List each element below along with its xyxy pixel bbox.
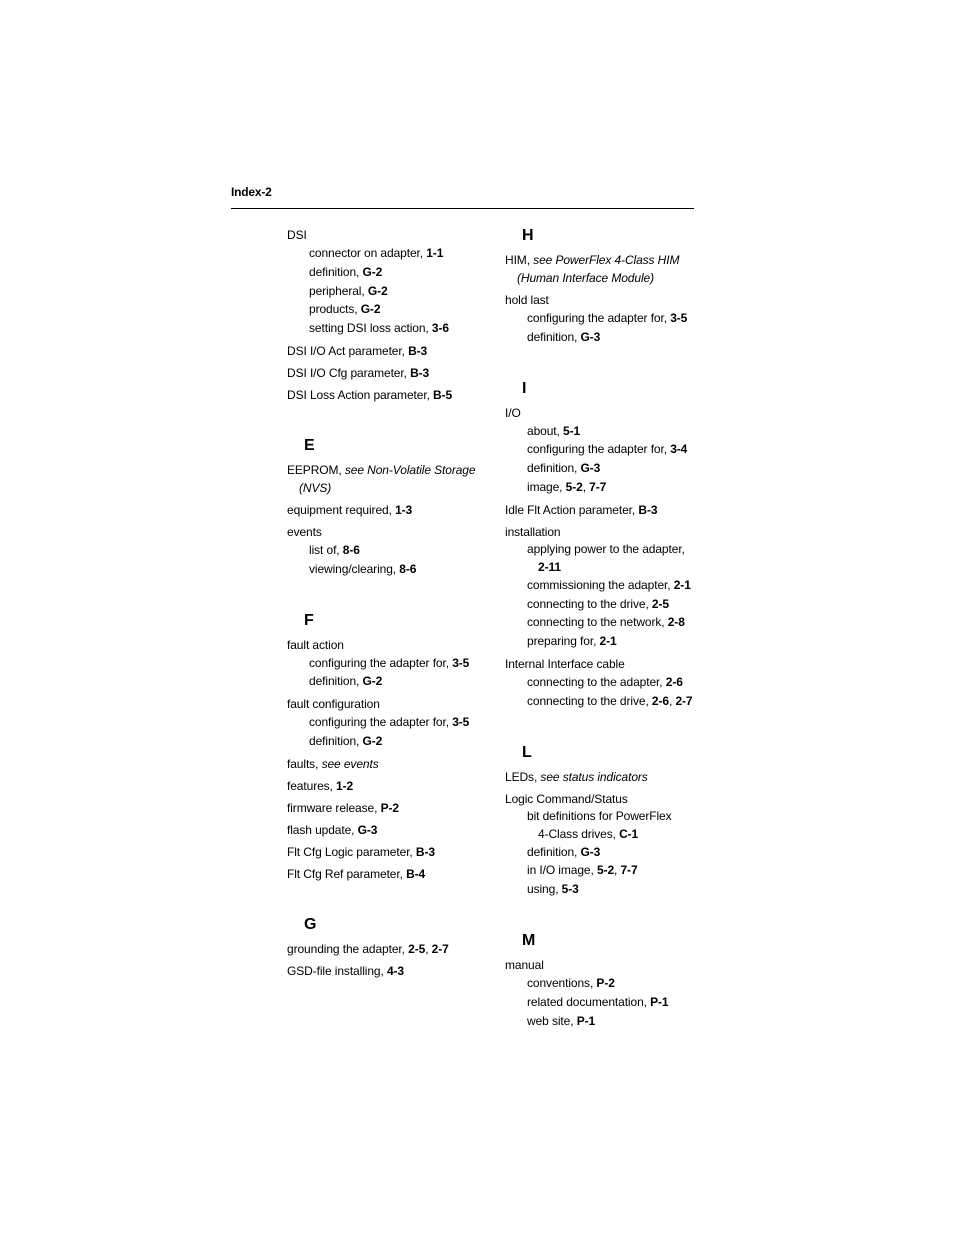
sub-entry: conventions, P-2 [527, 975, 615, 990]
sub-entry: configuring the adapter for, 3-4 [527, 442, 688, 457]
page-ref[interactable]: 7-7 [620, 863, 638, 878]
section-letter-i: I [522, 379, 527, 397]
page-ref[interactable]: B-4 [406, 866, 426, 881]
sub-entry: related documentation, P-1 [527, 994, 669, 1009]
sub-entry: about, 5-1 [527, 423, 581, 438]
sub-entry: connecting to the adapter, 2-6 [527, 674, 683, 689]
index-entry: LEDs, see status indicators [505, 769, 648, 784]
entry-term: fault action [287, 637, 344, 652]
page-ref[interactable]: 3-4 [670, 442, 688, 457]
index-entry-manual [505, 956, 705, 1030]
index-column-left [287, 226, 487, 984]
page-ref[interactable]: 7-7 [589, 479, 607, 494]
section-letter-m: M [522, 931, 536, 949]
index-entry: DSI I/O Cfg parameter, B-3 [287, 365, 430, 380]
see-reference: see Non-Volatile Storage [344, 462, 476, 477]
sub-entry: web site, P-1 [527, 1013, 596, 1028]
index-entry: DSI Loss Action parameter, B-5 [287, 387, 453, 402]
sub-entry: definition, G-2 [309, 733, 383, 748]
see-reference: (Human Interface Module) [517, 271, 654, 285]
sub-entry: peripheral, G-2 [309, 283, 388, 298]
page-ref[interactable]: 2-1 [599, 634, 617, 649]
page-ref[interactable]: 2-7 [431, 941, 449, 956]
page-ref[interactable]: 3-5 [452, 655, 470, 670]
page-ref[interactable]: B-5 [433, 387, 453, 402]
page-ref[interactable]: G-3 [580, 844, 601, 859]
page-ref[interactable]: 5-1 [563, 423, 581, 438]
index-entry: grounding the adapter, 2-5, 2-7 [287, 941, 449, 956]
index-entry-installation [505, 523, 705, 651]
page-ref[interactable]: G-3 [580, 329, 601, 344]
sub-entry: definition, G-2 [309, 674, 383, 689]
sub-entry: configuring the adapter for, 3-5 [309, 655, 470, 670]
index-column-right [505, 226, 705, 1034]
sub-entry: configuring the adapter for, 3-5 [309, 715, 470, 730]
index-entry: faults, see events [287, 756, 379, 771]
see-reference: see PowerFlex 4-Class HIM [533, 253, 680, 267]
sub-entry: using, 5-3 [527, 882, 579, 897]
sub-entry: definition, G-2 [309, 264, 383, 279]
sub-entry: setting DSI loss action, 3-6 [309, 321, 449, 336]
page-ref[interactable]: B-3 [415, 844, 435, 859]
section-letter-h: H [522, 227, 534, 244]
see-reference: see status indicators [540, 769, 648, 784]
page-header: Index-2 [231, 185, 272, 199]
page-ref[interactable]: 4-3 [386, 963, 404, 978]
page-ref[interactable]: 2-7 [675, 693, 693, 708]
entry-term: hold last [505, 293, 549, 307]
page-ref[interactable]: P-1 [650, 994, 669, 1009]
page-ref[interactable]: P-2 [596, 975, 615, 990]
sub-entry: definition, G-3 [527, 461, 601, 476]
sub-entry: connecting to the network, 2-8 [527, 615, 685, 630]
entry-term: fault configuration [287, 697, 380, 712]
sub-entry: applying power to the adapter, [527, 541, 685, 556]
sub-entry-continuation [505, 558, 705, 576]
section-letter-e: E [304, 436, 315, 454]
entry-term: I/O [505, 405, 521, 420]
page-ref[interactable]: 2-6 [651, 693, 669, 708]
page-ref[interactable]: 3-5 [452, 715, 470, 730]
index-entry-fault-action [287, 636, 487, 692]
sub-entry: definition, G-3 [527, 844, 601, 859]
page-ref[interactable]: 1-3 [395, 502, 413, 517]
index-entry: HIM, see PowerFlex 4-Class HIM (Human Interface Module) [505, 253, 680, 285]
index-entry-io [505, 404, 705, 497]
entry-term: Internal Interface cable [505, 656, 625, 671]
page-ref[interactable]: 5-2 [596, 863, 615, 878]
page-ref[interactable]: 1-1 [426, 246, 444, 260]
sub-entry-continuation: 4-Class drives, C-1 [538, 826, 639, 841]
sub-entry: connector on adapter, 1-1 [309, 246, 444, 260]
index-entry: Flt Cfg Ref parameter, B-4 [287, 866, 426, 881]
page-ref[interactable]: 5-2 [565, 479, 583, 494]
entry-term: installation [505, 524, 561, 539]
sub-entry: configuring the adapter for, 3-5 [527, 311, 688, 325]
sub-entry: image, 5-2, 7-7 [527, 479, 607, 494]
page-ref[interactable]: G-2 [362, 733, 383, 748]
page-ref[interactable]: C-1 [619, 826, 639, 841]
page-ref[interactable]: 2-6 [665, 674, 683, 689]
page-ref[interactable]: 2-5 [408, 941, 426, 956]
section-letter-g: G [304, 915, 317, 933]
section-letter-f: F [304, 611, 314, 629]
page-ref[interactable]: P-1 [576, 1013, 596, 1028]
page-ref[interactable]: 2-8 [667, 615, 685, 630]
index-entry-fault-config [287, 695, 487, 751]
page-ref[interactable]: 2-1 [673, 577, 691, 592]
index-entry: flash update, G-3 [287, 822, 378, 837]
index-entry-events [287, 523, 487, 579]
page-ref[interactable]: 5-3 [561, 882, 579, 897]
page-ref[interactable]: 1-2 [336, 778, 354, 793]
entry-term: events [287, 524, 322, 539]
page-ref[interactable]: G-2 [362, 674, 383, 689]
sub-entry: commissioning the adapter, 2-1 [527, 577, 691, 592]
page-ref[interactable]: 2-11 [538, 559, 561, 574]
sub-entry: bit definitions for PowerFlex [527, 808, 672, 823]
page-ref[interactable]: G-2 [367, 283, 388, 298]
index-entry: equipment required, 1-3 [287, 502, 413, 517]
sub-entry: list of, 8-6 [309, 542, 360, 557]
index-entry: Idle Flt Action parameter, B-3 [505, 502, 658, 517]
index-entry: firmware release, P-2 [287, 800, 399, 815]
sub-entry: definition, G-3 [527, 329, 601, 344]
page-ref[interactable]: G-2 [362, 264, 383, 279]
index-entry-hold-last [505, 291, 705, 347]
index-entry-dsi [287, 226, 487, 338]
sub-entry: products, G-2 [309, 302, 381, 317]
sub-entry: preparing for, 2-1 [527, 634, 617, 649]
sub-entry: connecting to the drive, 2-6, 2-7 [527, 693, 693, 708]
page-ref[interactable]: B-3 [410, 365, 430, 380]
page-ref[interactable]: G-3 [580, 461, 601, 476]
page-ref[interactable]: G-3 [357, 822, 378, 837]
sub-entry: connecting to the drive, 2-5 [527, 596, 669, 611]
index-entry-internal-cable [505, 655, 705, 711]
page-ref[interactable]: 8-6 [399, 561, 417, 576]
sub-entry: in I/O image, 5-2, 7-7 [527, 863, 638, 878]
page-ref[interactable]: 8-6 [342, 542, 360, 557]
page-ref[interactable]: 3-5 [670, 311, 688, 325]
index-entry: GSD-file installing, 4-3 [287, 963, 404, 978]
page-ref[interactable]: G-2 [360, 302, 381, 317]
index-entry-logic [505, 790, 705, 899]
entry-term: DSI [287, 228, 307, 242]
sub-entry: viewing/clearing, 8-6 [309, 561, 417, 576]
index-entry: Flt Cfg Logic parameter, B-3 [287, 844, 435, 859]
index-entry: EEPROM, see Non-Volatile Storage (NVS) [287, 462, 476, 495]
page-ref[interactable]: B-3 [408, 343, 428, 358]
entry-term: Logic Command/Status [505, 791, 628, 806]
page-ref[interactable]: P-2 [380, 800, 399, 815]
page-ref[interactable]: B-3 [638, 502, 658, 517]
entry-term: manual [505, 957, 544, 972]
section-letter-l: L [522, 743, 532, 761]
index-entry: features, 1-2 [287, 778, 354, 793]
see-reference: (NVS) [299, 480, 332, 495]
page-ref[interactable]: 2-5 [651, 596, 669, 611]
index-entry: DSI I/O Act parameter, B-3 [287, 343, 428, 358]
page-ref[interactable]: 3-6 [431, 321, 449, 336]
see-reference: see events [321, 756, 379, 771]
header-rule [231, 208, 694, 209]
